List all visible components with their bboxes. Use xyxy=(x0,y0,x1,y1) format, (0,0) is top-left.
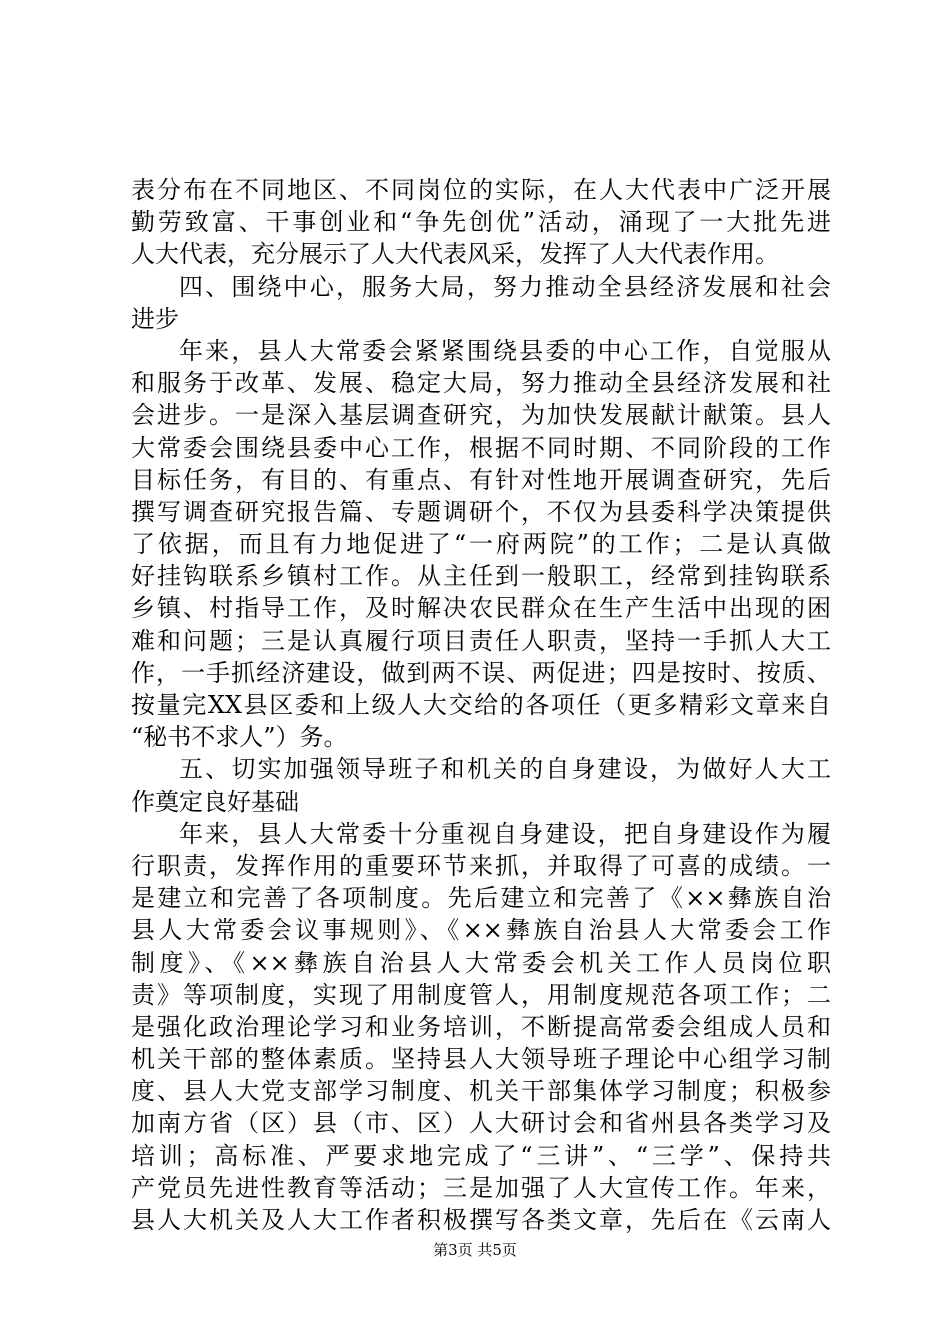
text-line: 度、县人大党支部学习制度、机关干部集体学习制度；积极参 xyxy=(131,1077,831,1106)
text-line: 制度》、《××彝族自治县人大常委会机关工作人员岗位职 xyxy=(131,948,831,977)
text-line: 行职责，发挥作用的重要环节来抓，并取得了可喜的成绩。一 xyxy=(131,851,831,880)
text-line: 是强化政治理论学习和业务培训，不断提高常委会组成人员和 xyxy=(131,1012,831,1041)
page-number-footer: 第3页 共5页 xyxy=(433,1241,517,1259)
text-line: 会进步。一是深入基层调查研究，为加快发展献计献策。县人 xyxy=(131,401,831,430)
text-line: 加南方省（区）县（市、区）人大研讨会和省州县各类学习及 xyxy=(131,1109,831,1138)
text-line: 机关干部的整体素质。坚持县人大领导班子理论中心组学习制 xyxy=(131,1045,831,1074)
text-line: 目标任务，有目的、有重点、有针对性地开展调查研究，先后 xyxy=(131,465,831,494)
text-line: 作，一手抓经济建设，做到两不误、两促进；四是按时、按质、 xyxy=(131,658,831,687)
text-line: 勤劳致富、干事创业和“争先创优”活动，涌现了一大批先进 xyxy=(131,208,831,237)
text-line: 乡镇、村指导工作，及时解决农民群众在生产生活中出现的困 xyxy=(131,594,831,623)
text-line: 了依据，而且有力地促进了“一府两院”的工作；二是认真做 xyxy=(131,530,831,559)
section-heading-line: 五、切实加强领导班子和机关的自身建设，为做好人大工 xyxy=(179,755,831,784)
text-line: 县人大机关及人大工作者积极撰写各类文章，先后在《云南人 xyxy=(131,1206,831,1234)
document-body xyxy=(131,174,831,1236)
section-heading-line: 四、围绕中心，服务大局，努力推动全县经济发展和社会 xyxy=(179,272,831,301)
text-line: 好挂钩联系乡镇村工作。从主任到一般职工，经常到挂钩联系 xyxy=(131,562,831,591)
text-line: 人大代表，充分展示了人大代表风采，发挥了人大代表作用。 xyxy=(131,240,779,269)
text-line: 表分布在不同地区、不同岗位的实际，在人大代表中广泛开展 xyxy=(131,176,831,204)
text-line: “秘书不求人”）务。 xyxy=(131,723,348,752)
text-line: 和服务于改革、发展、稳定大局，努力推动全县经济发展和社 xyxy=(131,369,831,398)
text-line: 责》等项制度，实现了用制度管人，用制度规范各项工作；二 xyxy=(131,980,831,1009)
text-line: 县人大常委会议事规则》、《××彝族自治县人大常委会工作 xyxy=(131,916,831,945)
text-line: 是建立和完善了各项制度。先后建立和完善了《××彝族自治 xyxy=(131,884,831,913)
text-line: 大常委会围绕县委中心工作，根据不同时期、不同阶段的工作 xyxy=(131,433,831,462)
text-line: 培训；高标准、严要求地完成了“三讲”、“三学”、保持共 xyxy=(131,1141,831,1170)
text-line: 产党员先进性教育等活动；三是加强了人大宣传工作。年来， xyxy=(131,1173,831,1202)
section-heading-line: 作奠定良好基础 xyxy=(131,787,299,816)
text-line: 按量完XX县区委和上级人大交给的各项任（更多精彩文章来自 xyxy=(131,691,831,719)
text-line: 难和问题；三是认真履行项目责任人职责，坚持一手抓人大工 xyxy=(131,626,831,655)
text-line: 撰写调查研究报告篇、专题调研个，不仅为县委科学决策提供 xyxy=(131,497,831,526)
section-heading-line: 进步 xyxy=(131,304,179,333)
text-line: 年来，县人大常委十分重视自身建设，把自身建设作为履 xyxy=(179,819,831,848)
text-line: 年来，县人大常委会紧紧围绕县委的中心工作，自觉服从 xyxy=(179,336,831,365)
